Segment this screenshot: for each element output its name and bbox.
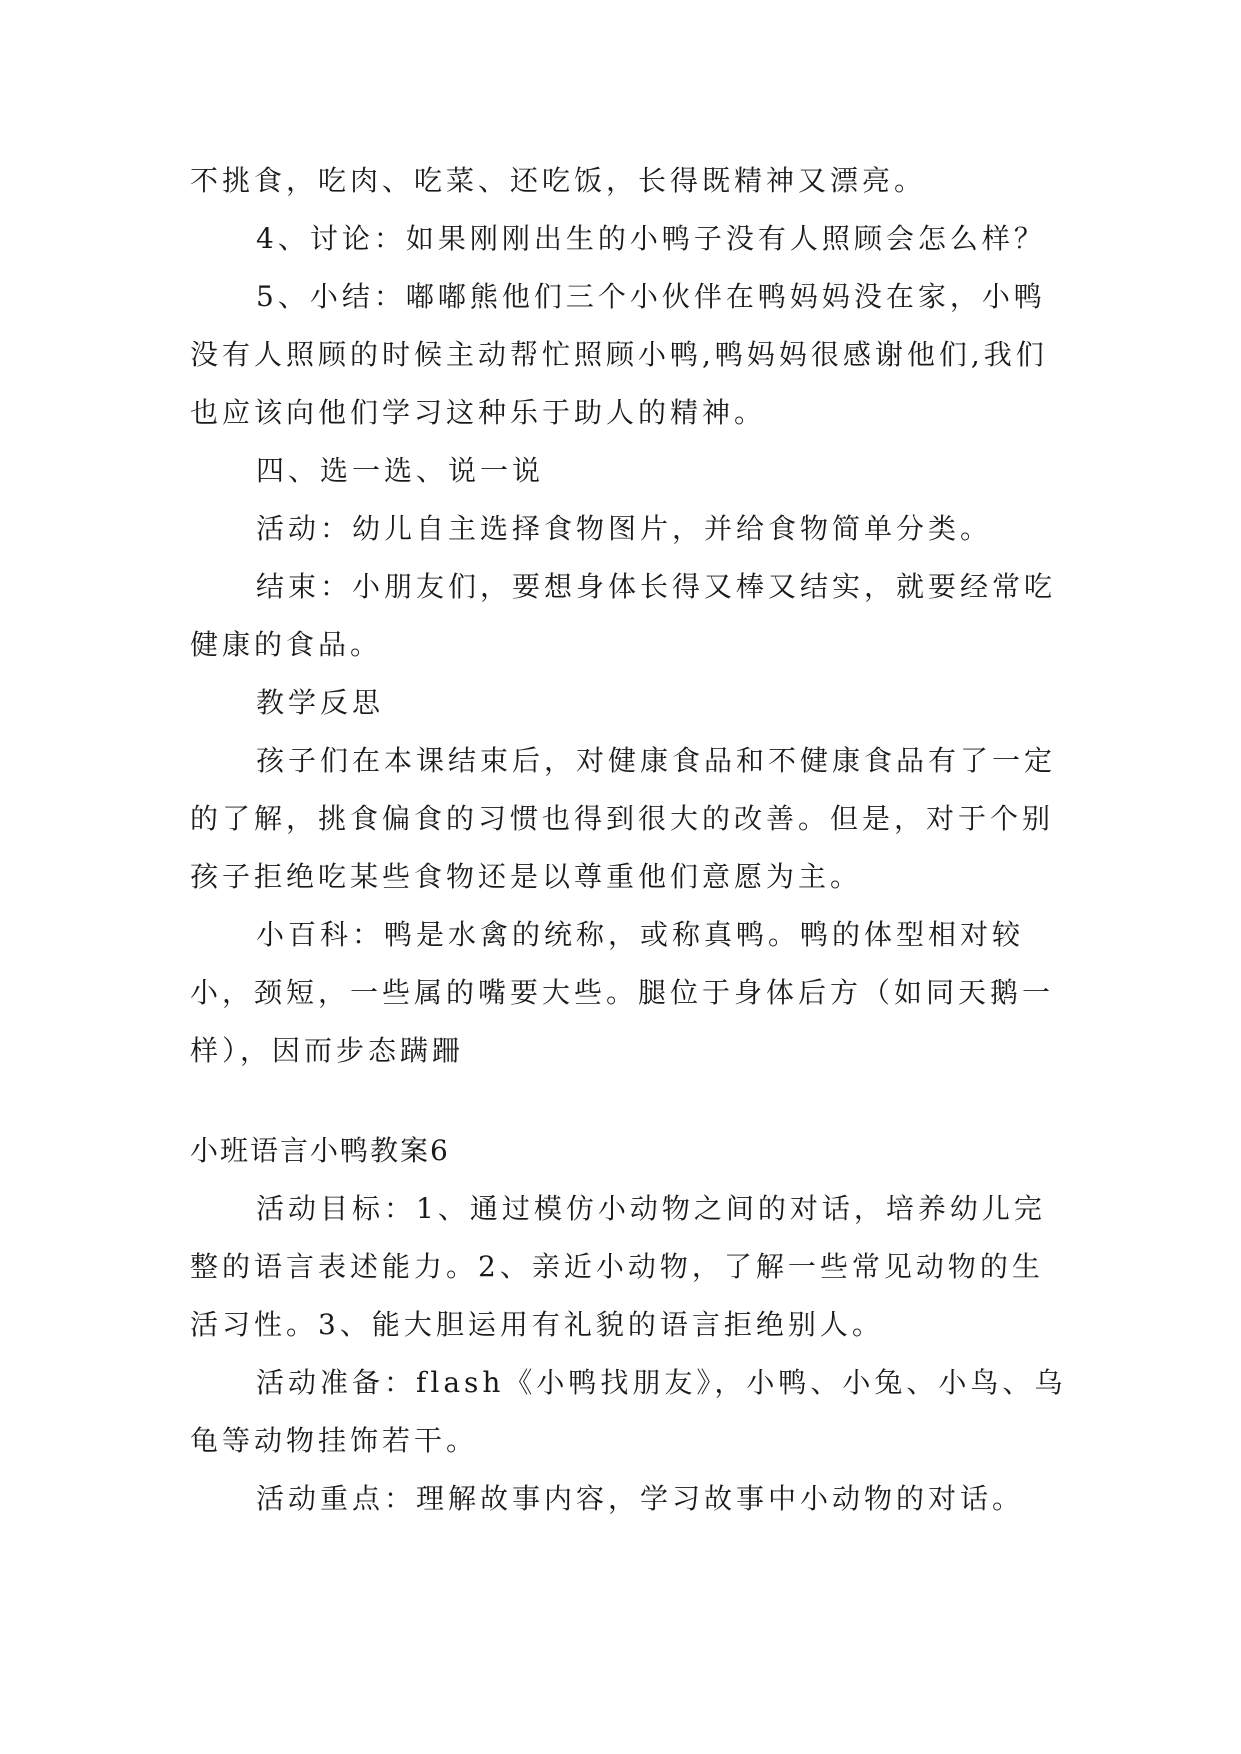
paragraph-activity-preparation: 活动准备：flash《小鸭找朋友》，小鸭、小兔、小鸟、乌龟等动物挂饰若干。 (190, 1366, 1067, 1457)
paragraph-activity-focus: 活动重点：理解故事内容，学习故事中小动物的对话。 (256, 1482, 1025, 1515)
paragraph-ending: 结束：小朋友们，要想身体长得又棒又结实，就要经常吃健康的食品。 (190, 570, 1057, 661)
paragraph-discussion: 4、讨论：如果刚刚出生的小鸭子没有人照顾会怎么样？ (256, 222, 1046, 255)
paragraph-encyclopedia: 小百科：鸭是水禽的统称，或称真鸭。鸭的体型相对较小，颈短，一些属的嘴要大些。腿位于身体后方（如同天鹅一样），因而步态蹒跚 (190, 918, 1055, 1067)
document-body (190, 152, 1070, 1528)
paragraph-reflection-heading: 教学反思 (256, 686, 385, 719)
paragraph-choose-say: 四、选一选、说一说 (256, 454, 545, 487)
paragraph-activity-goals: 活动目标：1、通过模仿小动物之间的对话，培养幼儿完整的语言表述能力。2、亲近小动物，了解一些常见动物的生活习性。3、能大胆运用有礼貌的语言拒绝别人。 (190, 1192, 1046, 1341)
paragraph-reflection: 孩子们在本课结束后，对健康食品和不健康食品有了一定的了解，挑食偏食的习惯也得到很大的改善。但是，对于个别孩子拒绝吃某些食物还是以尊重他们意愿为主。 (190, 744, 1057, 893)
section-title: 小班语言小鸭教案6 (190, 1134, 450, 1167)
paragraph-picky-eating: 不挑食，吃肉、吃菜、还吃饭，长得既精神又漂亮。 (190, 164, 927, 197)
paragraph-summary: 5、小结：嘟嘟熊他们三个小伙伴在鸭妈妈没在家，小鸭没有人照顾的时候主动帮忙照顾小鸭,鸭妈妈很感谢他们,我们也应该向他们学习这种乐于助人的精神。 (190, 280, 1048, 429)
paragraph-activity: 活动：幼儿自主选择食物图片，并给食物简单分类。 (256, 512, 993, 545)
